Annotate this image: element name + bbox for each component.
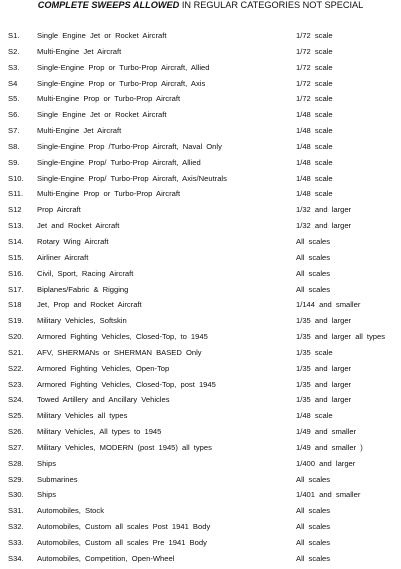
category-description: Submarines (37, 474, 78, 484)
category-description: Automobiles, Competition, Open-Wheel (37, 553, 175, 563)
category-row (0, 553, 401, 569)
category-code: S34. (8, 553, 24, 563)
category-description: Armored Fighting Vehicles, Open-Top (37, 363, 170, 373)
category-row (0, 458, 401, 474)
category-code: S31. (8, 506, 24, 516)
category-row (0, 268, 401, 284)
category-row (0, 204, 401, 220)
category-list (0, 30, 401, 569)
category-description: Airliner Aircraft (37, 252, 89, 262)
category-row (0, 236, 401, 252)
category-row (0, 442, 401, 458)
category-row (0, 299, 401, 315)
category-scale: All scales (296, 284, 331, 294)
category-description: Multi-Engine Jet Aircraft (37, 126, 122, 136)
category-code: S24. (8, 395, 24, 405)
category-scale: 1/401 and smaller (296, 490, 361, 500)
category-row (0, 489, 401, 505)
category-row (0, 188, 401, 204)
category-description: Jet, Prop and Rocket Aircraft (37, 300, 142, 310)
category-code: S25. (8, 411, 24, 421)
category-code: S10. (8, 173, 24, 183)
category-description: Automobiles, Custom all scales Pre 1941 Body (37, 538, 207, 547)
category-code: S29. (8, 474, 24, 484)
category-description: Multi-Engine Prop or Turbo-Prop Aircraft (37, 189, 181, 199)
category-row (0, 46, 401, 62)
category-description: Multi-Engine Prop or Turbo-Prop Aircraft (37, 94, 181, 104)
category-description: Military Vehicles, All types to 1945 (37, 427, 162, 437)
page-title-emphasis: COMPLETE SWEEPS ALLOWED (37, 0, 180, 10)
category-description: Single-Engine Prop or Turbo-Prop Aircraft, Allied (37, 62, 210, 72)
category-code: S28. (8, 458, 24, 468)
category-scale: All scales (296, 538, 331, 547)
category-scale: 1/35 and larger (296, 395, 352, 405)
category-scale: All scales (296, 268, 331, 278)
category-scale: 1/35 scale (296, 347, 333, 357)
category-description: Single-Engine Prop/ Turbo-Prop Aircraft, Allied (37, 157, 201, 167)
category-scale: 1/48 scale (296, 126, 333, 136)
category-description: Armored Fighting Vehicles, Closed-Top, to 1945 (37, 332, 208, 342)
category-code: S2. (8, 46, 20, 56)
category-scale: 1/72 scale (296, 78, 333, 88)
category-row (0, 331, 401, 347)
category-row (0, 474, 401, 490)
category-scale: 1/72 scale (296, 94, 333, 104)
category-row (0, 410, 401, 426)
category-scale: 1/48 scale (296, 411, 333, 421)
category-description: Single-Engine Prop or Turbo-Prop Aircraft, Axis (37, 78, 206, 88)
category-scale: 1/32 and larger (296, 205, 352, 215)
category-code: S26. (8, 427, 24, 437)
category-scale: All scales (296, 236, 331, 246)
category-scale: 1/72 scale (296, 62, 333, 72)
category-code: S22. (8, 363, 24, 373)
category-scale: All scales (296, 506, 331, 516)
category-scale: 1/48 scale (296, 110, 333, 120)
category-row (0, 521, 401, 537)
category-description: Ships (37, 458, 56, 468)
category-code: S8. (8, 141, 20, 151)
category-scale: 1/48 scale (296, 173, 333, 183)
category-code: S20. (8, 332, 24, 342)
category-row (0, 220, 401, 236)
category-row (0, 125, 401, 141)
category-description: Towed Artillery and Ancillary Vehicles (37, 395, 170, 405)
category-code: S13. (8, 221, 24, 231)
category-row (0, 173, 401, 189)
category-code: S1. (8, 31, 20, 40)
category-description: Ships (37, 490, 56, 500)
category-description: AFV, SHERMANs or SHERMAN BASED Only (37, 347, 202, 357)
category-row (0, 315, 401, 331)
category-scale: 1/48 scale (296, 157, 333, 167)
category-description: Automobiles, Stock (37, 506, 104, 516)
category-scale: 1/32 and larger (296, 221, 352, 231)
category-scale: 1/35 and larger (296, 379, 352, 389)
category-code: S32. (8, 522, 24, 532)
category-row (0, 505, 401, 521)
category-row (0, 394, 401, 410)
category-code: S30. (8, 490, 24, 500)
category-description: Military Vehicles, Softskin (37, 316, 127, 326)
page-title-rest: IN REGULAR CATEGORIES NOT SPECIAL (179, 0, 364, 10)
category-description: Biplanes/Fabric & Rigging (37, 284, 129, 294)
category-code: S15. (8, 252, 24, 262)
category-scale: All scales (296, 474, 331, 484)
category-row (0, 62, 401, 78)
category-code: S19. (8, 316, 24, 326)
category-code: S27. (8, 442, 24, 452)
category-description: Armored Fighting Vehicles, Closed-Top, post 1945 (37, 379, 216, 389)
category-row (0, 109, 401, 125)
category-scale: 1/72 scale (296, 31, 333, 40)
category-description: Single-Engine Prop /Turbo-Prop Aircraft, Naval Only (37, 141, 222, 151)
category-row (0, 347, 401, 363)
category-scale: 1/48 scale (296, 141, 333, 151)
category-code: S21. (8, 347, 24, 357)
category-scale: All scales (296, 522, 331, 532)
category-scale: 1/35 and larger (296, 316, 352, 326)
category-description: Automobiles, Custom all scales Post 1941 Body (37, 522, 211, 532)
category-code: S33. (8, 538, 24, 547)
category-row (0, 93, 401, 109)
category-row (0, 426, 401, 442)
category-description: Prop Aircraft (37, 205, 81, 215)
category-description: Civil, Sport, Racing Aircraft (37, 268, 134, 278)
category-scale: 1/49 and smaller (296, 427, 357, 437)
category-scale: 1/48 scale (296, 189, 333, 199)
category-row (0, 141, 401, 157)
category-code: S16. (8, 268, 24, 278)
category-row (0, 363, 401, 379)
category-code: S11. (8, 189, 24, 199)
category-scale: 1/35 and larger (296, 363, 352, 373)
category-code: S3. (8, 62, 20, 72)
category-code: S5. (8, 94, 20, 104)
category-description: Rotary Wing Aircraft (37, 236, 109, 246)
category-scale: All scales (296, 553, 331, 563)
category-description: Single Engine Jet or Rocket Aircraft (37, 31, 167, 40)
category-row (0, 78, 401, 94)
category-scale: 1/72 scale (296, 46, 333, 56)
category-code: S6. (8, 110, 20, 120)
category-description: Military Vehicles, MODERN (post 1945) all types (37, 442, 212, 452)
category-scale: 1/400 and larger (296, 458, 356, 468)
page-title (0, 0, 401, 11)
category-description: Single Engine Jet or Rocket Aircraft (37, 110, 167, 120)
category-row (0, 157, 401, 173)
category-description: Multi-Engine Jet Aircraft (37, 46, 122, 56)
category-row (0, 252, 401, 268)
category-scale: All scales (296, 252, 331, 262)
category-scale: 1/49 and smaller ) (296, 442, 363, 452)
category-row (0, 284, 401, 300)
category-code: S18 (8, 300, 22, 310)
category-code: S4 (8, 78, 18, 88)
category-code: S9. (8, 157, 20, 167)
category-scale: 1/144 and smaller (296, 300, 361, 310)
category-description: Jet and Rocket Aircraft (37, 221, 120, 231)
category-code: S17. (8, 284, 24, 294)
category-row (0, 537, 401, 553)
category-code: S7. (8, 126, 20, 136)
category-code: S14. (8, 236, 24, 246)
category-scale: 1/35 and larger all types (296, 332, 386, 342)
category-row (0, 379, 401, 395)
category-description: Military Vehicles all types (37, 411, 128, 421)
category-row (0, 30, 401, 46)
category-description: Single-Engine Prop/ Turbo-Prop Aircraft, Axis/Neutrals (37, 173, 227, 183)
category-code: S12 (8, 205, 22, 215)
category-code: S23. (8, 379, 24, 389)
